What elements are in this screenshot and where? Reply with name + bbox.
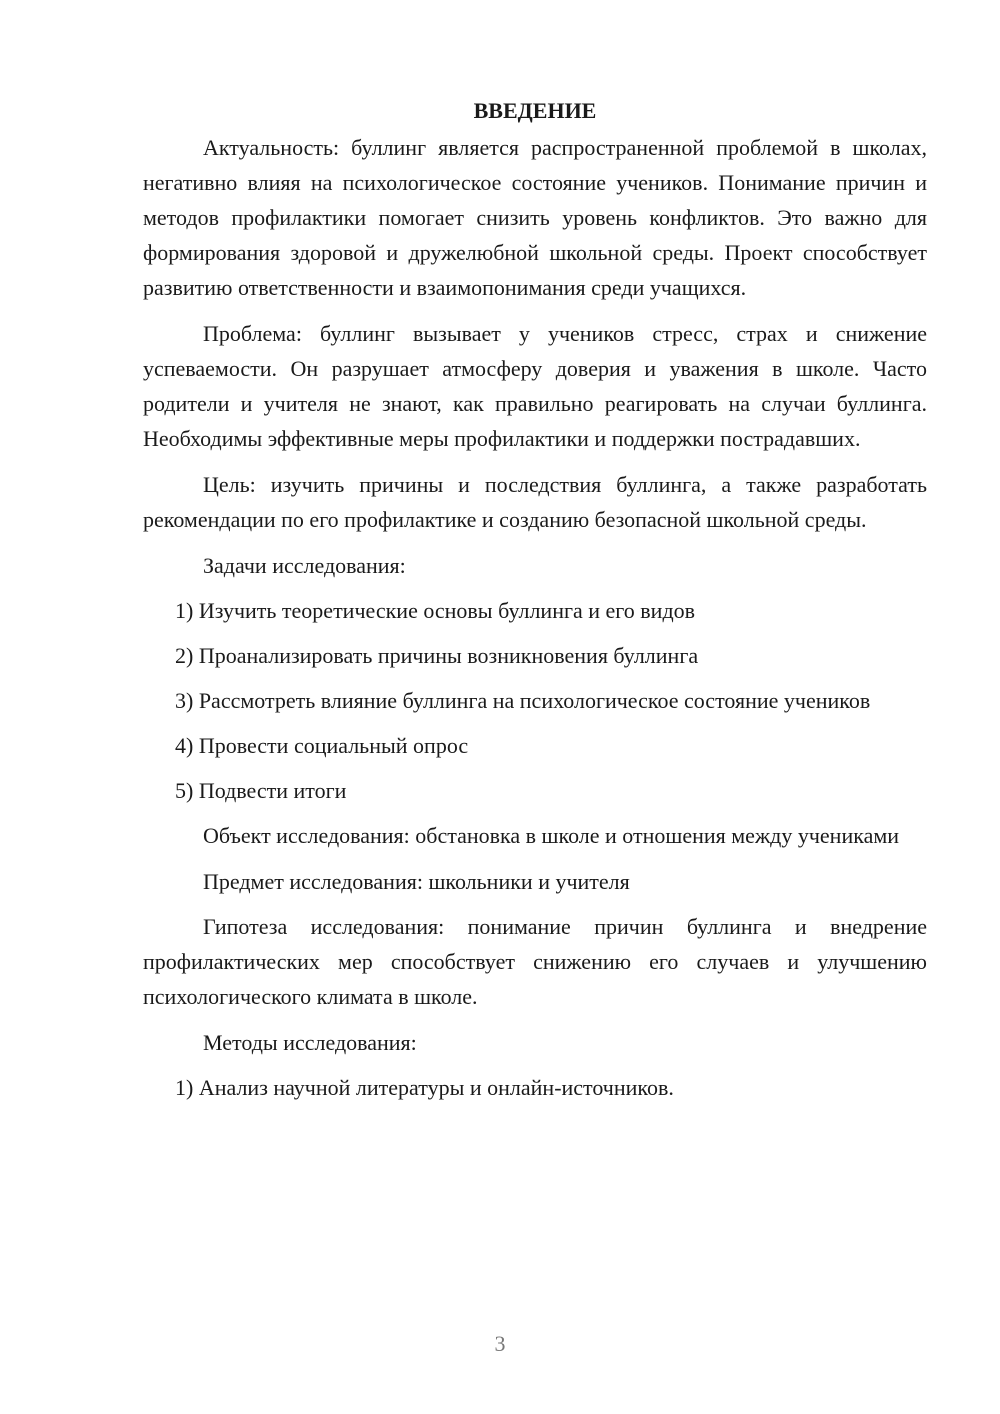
hypothesis-paragraph: Гипотеза исследования: понимание причин буллинга и внедрение профилактических мер способствует снижению его случаев и улучшению психологического климата в школе. <box>143 914 927 1009</box>
goal-paragraph: Цель: изучить причины и последствия буллинга, а также разработать рекомендации по его профилактике и созданию безопасной школьной среды. <box>143 472 927 532</box>
task-item: 3) Рассмотреть влияние буллинга на психологическое состояние учеников <box>175 688 871 713</box>
section-title: ВВЕДЕНИЕ <box>473 98 597 123</box>
task-item: 4) Провести социальный опрос <box>175 733 469 758</box>
task-item: 1) Изучить теоретические основы буллинга и его видов <box>175 598 696 623</box>
page-number: 3 <box>494 1331 506 1356</box>
task-item: 5) Подвести итоги <box>175 778 347 803</box>
document-page <box>143 93 927 1115</box>
object-paragraph: Объект исследования: обстановка в школе и отношения между учениками <box>203 823 900 848</box>
method-item: 1) Анализ научной литературы и онлайн-источников. <box>175 1075 674 1100</box>
relevance-paragraph: Актуальность: буллинг является распространенной проблемой в школах, негативно влияя на психологическое состояние учеников. Понимание причин и методов профилактики помогает снизить уровень конфликтов. Это важно для формирования здоровой и дружелюбной школьной среды. Проект способствует развитию ответственности и взаимопонимания среди учащихся. <box>143 135 927 300</box>
problem-paragraph: Проблема: буллинг вызывает у учеников стресс, страх и снижение успеваемости. Он разрушает атмосферу доверия и уважения в школе. Часто родители и учителя не знают, как правильно реагировать на случаи буллинга. Необходимы эффективные меры профилактики и поддержки пострадавших. <box>143 321 927 451</box>
task-item: 2) Проанализировать причины возникновения буллинга <box>175 643 699 668</box>
subject-paragraph: Предмет исследования: школьники и учителя <box>203 869 630 894</box>
methods-label: Методы исследования: <box>203 1030 417 1055</box>
tasks-label: Задачи исследования: <box>203 553 406 578</box>
